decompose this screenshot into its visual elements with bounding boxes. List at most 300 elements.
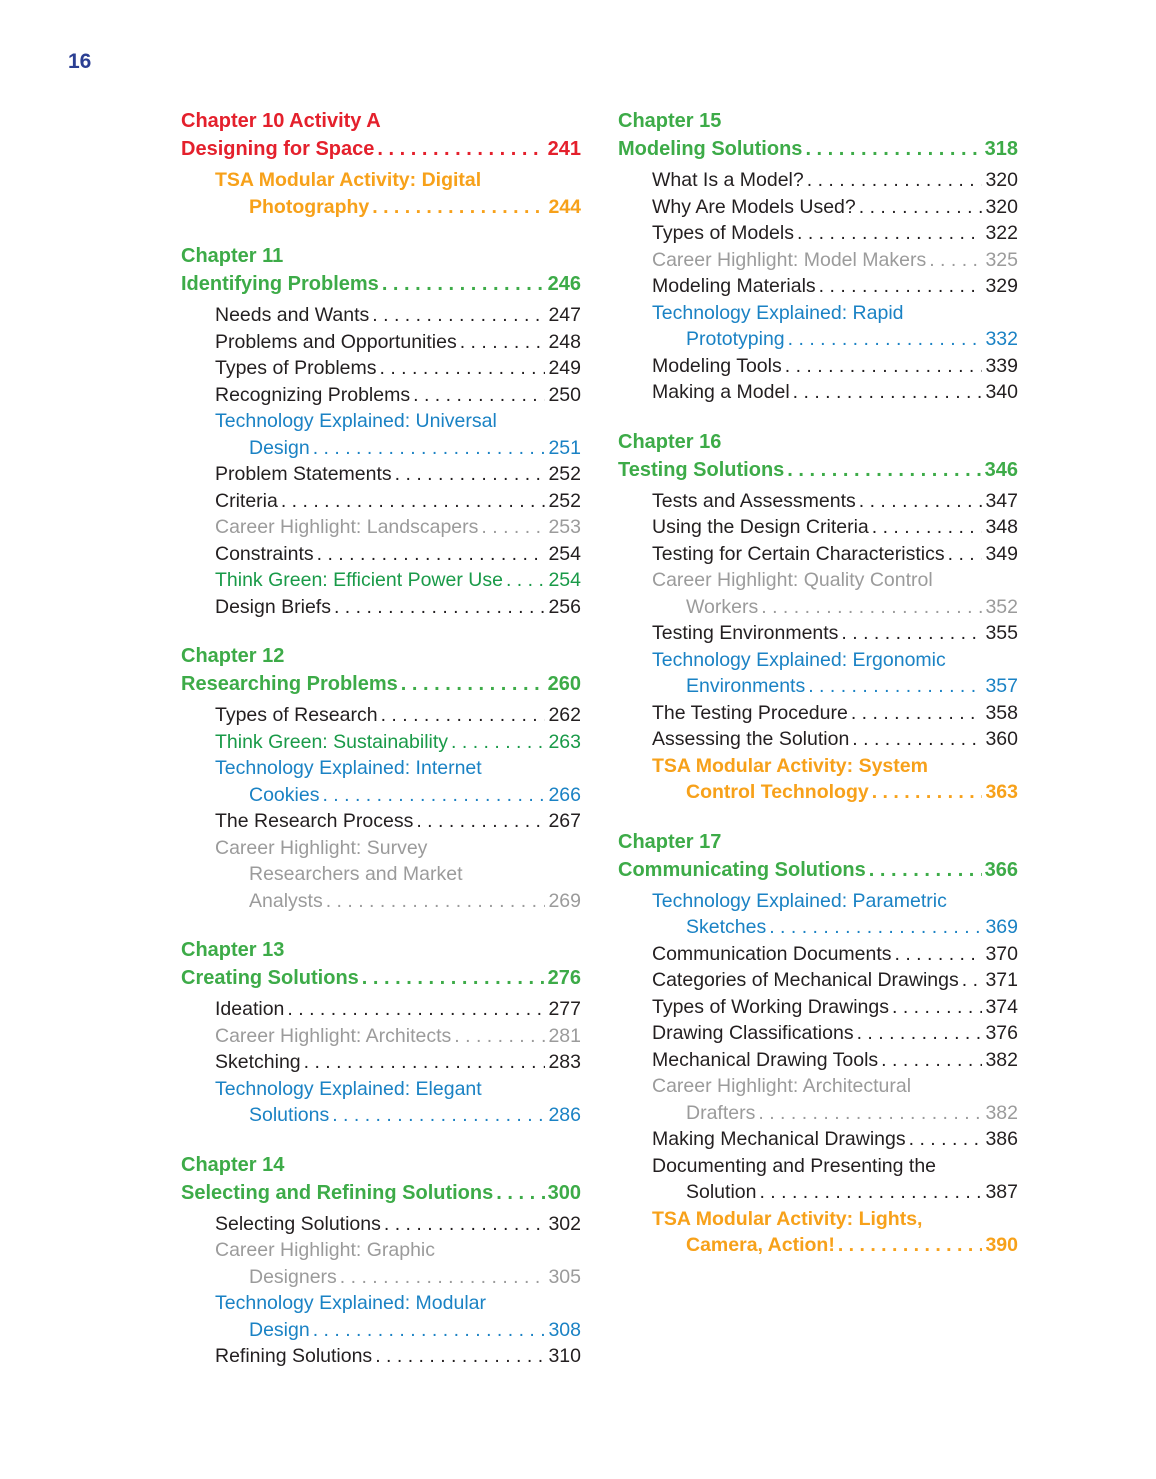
leader-dots	[797, 220, 982, 247]
leader-dots	[819, 273, 983, 300]
leader-dots	[895, 941, 983, 968]
section-list	[181, 302, 581, 620]
leader-dots	[326, 888, 546, 915]
leader-dots	[451, 729, 545, 756]
toc-entry-page: 322	[985, 222, 1018, 244]
toc-entry-text: Types of Working Drawings	[652, 995, 889, 1018]
chapter-label: Chapter 13	[181, 939, 285, 961]
chapter-title: Creating Solutions	[181, 967, 359, 989]
toc-entry-page: 254	[548, 542, 581, 565]
toc-entry-row	[652, 1126, 1018, 1153]
toc-entry-green[interactable]	[181, 567, 581, 594]
toc-entry-row	[652, 1020, 1018, 1047]
toc-entry-text: Problems and Opportunities	[215, 330, 457, 353]
toc-entry-page: 349	[985, 542, 1018, 565]
chapter-title: Designing for Space	[181, 138, 375, 160]
toc-entry-page: 302	[548, 1212, 581, 1235]
toc-entry-career[interactable]	[618, 247, 1018, 274]
toc-entry-text: Types of Models	[652, 222, 794, 244]
toc-entry-text: Cookies	[249, 783, 320, 806]
toc-entry-row	[652, 326, 1018, 353]
toc-entry-normal[interactable]	[181, 1049, 581, 1076]
leader-dots	[372, 194, 545, 221]
toc-entry-page: 277	[548, 998, 581, 1020]
toc-entry-page: 252	[548, 489, 581, 512]
toc-entry-text: Analysts	[249, 889, 323, 912]
section-list	[181, 1211, 581, 1370]
toc-entry-page: 347	[985, 489, 1018, 512]
toc-entry-text: Technology Explained: Parametric	[652, 889, 947, 912]
toc-entry-text: Drawing Classifications	[652, 1022, 854, 1044]
toc-entry-page: 267	[548, 810, 581, 832]
leader-dots	[859, 488, 983, 515]
toc-entry-page: 332	[985, 328, 1018, 350]
leader-dots	[506, 567, 546, 594]
toc-entry-normal[interactable]	[181, 1343, 581, 1370]
toc-entry-tech[interactable]	[181, 755, 581, 808]
toc-entry-row	[652, 220, 1018, 247]
leader-dots	[929, 247, 982, 274]
toc-entry-page: 371	[985, 969, 1018, 991]
toc-entry-row	[215, 435, 581, 462]
leader-dots	[761, 594, 982, 621]
toc-entry-tsa[interactable]	[181, 167, 581, 220]
toc-entry-text: Refining Solutions	[215, 1345, 373, 1367]
leader-dots	[304, 1049, 546, 1076]
toc-entry-row	[215, 488, 581, 515]
toc-entry-text: Technology Explained: Universal	[215, 410, 497, 432]
toc-entry-text: Constraints	[215, 542, 314, 565]
toc-entry-text: Testing for Certain Characteristics	[652, 542, 945, 565]
toc-entry-tech[interactable]	[618, 647, 1018, 700]
leader-dots	[382, 270, 545, 298]
toc-entry-row	[652, 541, 1018, 568]
toc-entry-text: Mechanical Drawing Tools	[652, 1048, 879, 1071]
leader-dots	[769, 914, 982, 941]
toc-entry-normal[interactable]	[618, 220, 1018, 247]
toc-entry-text: Researchers and Market	[249, 863, 463, 885]
chapter-title: Selecting and Refining Solutions	[181, 1181, 494, 1204]
toc-entry-row	[652, 1100, 1018, 1127]
toc-entry-page: 320	[985, 195, 1018, 218]
toc-entry-text: Designers	[249, 1265, 337, 1288]
chapter-title-link[interactable]	[181, 964, 581, 992]
toc-entry-normal[interactable]	[181, 541, 581, 568]
toc-entry-normal[interactable]	[618, 1153, 1018, 1206]
section-list	[618, 888, 1018, 1259]
leader-dots	[377, 135, 544, 163]
toc-entry-text: Why Are Models Used?	[652, 195, 856, 218]
toc-entry-text: Career Highlight: Architectural	[652, 1075, 912, 1097]
toc-entry-page: 248	[548, 330, 581, 353]
toc-entry-page: 339	[985, 354, 1018, 377]
toc-entry-text: Career Highlight: Architects	[215, 1024, 452, 1047]
toc-entry-text: Categories of Mechanical Drawings	[652, 969, 959, 991]
toc-entry-normal[interactable]	[618, 941, 1018, 968]
toc-entry-text: Ideation	[215, 998, 285, 1020]
toc-entry-row	[652, 379, 1018, 406]
chapter-label: Chapter 14	[181, 1153, 285, 1176]
chapter-block	[181, 936, 581, 1129]
toc-entry-text: Career Highlight: Model Makers	[652, 248, 927, 271]
toc-entry-row	[215, 1102, 581, 1129]
leader-dots	[851, 700, 983, 727]
toc-entry-text: Design Briefs	[215, 595, 331, 618]
leader-dots	[857, 1020, 983, 1047]
toc-entry-career[interactable]	[618, 1073, 1018, 1126]
toc-entry-row	[215, 329, 581, 356]
chapter-block	[181, 242, 581, 620]
toc-entry-text: Modeling Tools	[652, 354, 782, 377]
toc-entry-row	[215, 702, 581, 729]
chapter-label: Chapter 16	[618, 430, 722, 453]
toc-entry-row	[215, 782, 581, 809]
toc-entry-row	[652, 914, 1018, 941]
toc-entry-text: Career Highlight: Survey	[215, 836, 428, 859]
toc-entry-page: 249	[548, 357, 581, 379]
leader-dots	[334, 594, 545, 621]
leader-dots	[460, 329, 546, 356]
chapter-block	[181, 642, 581, 914]
toc-entry-text: TSA Modular Activity: Lights,	[652, 1207, 923, 1230]
toc-entry-row	[215, 302, 581, 329]
toc-entry-page: 281	[548, 1024, 581, 1047]
toc-entry-text: Prototyping	[686, 328, 785, 350]
leader-dots	[413, 382, 545, 409]
toc-entry-page: 283	[548, 1051, 581, 1073]
toc-entry-row	[215, 729, 581, 756]
leader-dots	[793, 379, 983, 406]
toc-entry-text: Types of Research	[215, 704, 378, 726]
toc-entry-page: 382	[985, 1101, 1018, 1124]
toc-entry-row	[652, 620, 1018, 647]
leader-dots	[869, 856, 982, 884]
toc-entry-row	[652, 779, 1018, 806]
toc-entry-text: What Is a Model?	[652, 169, 804, 191]
toc-entry-text: Solution	[686, 1181, 757, 1203]
toc-entry-tsa[interactable]	[618, 1206, 1018, 1259]
toc-entry-text: Think Green: Efficient Power Use	[215, 569, 503, 591]
chapter-label: Chapter 12	[181, 645, 285, 667]
chapter-title-link[interactable]	[618, 856, 1018, 884]
leader-dots	[281, 488, 546, 515]
toc-entry-tech[interactable]	[181, 408, 581, 461]
toc-entry-text: Sketches	[686, 916, 767, 938]
chapter-title-link[interactable]	[181, 670, 581, 698]
toc-entry-page: 376	[985, 1022, 1018, 1044]
leader-dots	[313, 435, 546, 462]
toc-entry-text: Tests and Assessments	[652, 489, 856, 512]
toc-entry-page: 360	[985, 728, 1018, 750]
toc-entry-text: Criteria	[215, 489, 278, 512]
leader-dots	[322, 782, 545, 809]
section-list	[618, 167, 1018, 406]
chapter-page-number: 366	[984, 858, 1018, 881]
toc-entry-normal[interactable]	[618, 379, 1018, 406]
chapter-page-number: 260	[547, 673, 581, 695]
toc-entry-row	[215, 1264, 581, 1291]
toc-entry-normal[interactable]	[618, 620, 1018, 647]
toc-right-column	[618, 107, 1018, 1281]
leader-dots	[401, 670, 545, 698]
toc-entry-page: 254	[548, 569, 581, 591]
toc-entry-normal[interactable]	[618, 726, 1018, 753]
section-list	[181, 996, 581, 1129]
leader-dots	[872, 514, 983, 541]
chapter-title: Identifying Problems	[181, 273, 379, 295]
toc-entry-text: Assessing the Solution	[652, 728, 850, 750]
toc-entry-page: 244	[548, 195, 581, 218]
toc-entry-row	[215, 567, 581, 594]
toc-entry-text: The Research Process	[215, 810, 414, 832]
leader-dots	[785, 353, 983, 380]
toc-entry-page: 320	[985, 169, 1018, 191]
chapter-label: Chapter 10 Activity A	[181, 110, 381, 132]
leader-dots	[759, 1179, 982, 1206]
toc-entry-row	[652, 247, 1018, 274]
leader-dots	[841, 620, 982, 647]
chapter-page-number: 246	[547, 273, 581, 295]
leader-dots	[496, 1179, 544, 1207]
toc-entry-normal[interactable]	[181, 488, 581, 515]
toc-entry-page: 250	[548, 383, 581, 406]
toc-entry-row	[652, 994, 1018, 1021]
toc-entry-text: Design	[249, 436, 310, 459]
chapter-page-number: 346	[984, 458, 1018, 481]
toc-entry-text: Technology Explained: Elegant	[215, 1077, 482, 1100]
toc-entry-page: 355	[985, 622, 1018, 644]
toc-entry-text: The Testing Procedure	[652, 701, 848, 724]
toc-entry-normal[interactable]	[181, 329, 581, 356]
toc-entry-tech[interactable]	[618, 888, 1018, 941]
toc-entry-row	[215, 355, 581, 382]
toc-entry-normal[interactable]	[181, 808, 581, 835]
toc-entry-text: Sketching	[215, 1051, 301, 1073]
toc-entry-normal[interactable]	[181, 355, 581, 382]
toc-entry-tsa[interactable]	[618, 753, 1018, 806]
toc-entry-row	[215, 1211, 581, 1238]
chapter-title: Communicating Solutions	[618, 858, 866, 881]
toc-entry-text: Technology Explained: Internet	[215, 757, 482, 779]
toc-entry-text: Making Mechanical Drawings	[652, 1128, 906, 1150]
section-list	[618, 488, 1018, 806]
toc-entry-row	[652, 194, 1018, 221]
toc-entry-page: 370	[985, 942, 1018, 965]
toc-entry-career[interactable]	[618, 567, 1018, 620]
page-number: 16	[68, 50, 92, 73]
leader-dots	[838, 1232, 983, 1259]
toc-entry-page: 325	[985, 248, 1018, 271]
leader-dots	[340, 1264, 546, 1291]
toc-entry-row	[215, 1023, 581, 1050]
toc-entry-page: 363	[985, 781, 1018, 803]
toc-entry-text: Environments	[686, 675, 806, 697]
toc-entry-normal[interactable]	[181, 302, 581, 329]
chapter-block	[181, 107, 581, 220]
leader-dots	[909, 1126, 983, 1153]
toc-entry-text: Using the Design Criteria	[652, 516, 869, 538]
toc-entry-page: 329	[985, 275, 1018, 297]
toc-entry-normal[interactable]	[618, 1126, 1018, 1153]
toc-entry-normal[interactable]	[618, 194, 1018, 221]
section-list	[181, 167, 581, 220]
toc-entry-green[interactable]	[181, 729, 581, 756]
toc-entry-normal[interactable]	[618, 273, 1018, 300]
toc-entry-page: 387	[985, 1181, 1018, 1203]
chapter-title-link[interactable]	[618, 135, 1018, 163]
toc-entry-text: Testing Environments	[652, 622, 839, 644]
toc-entry-row	[652, 1047, 1018, 1074]
leader-dots	[788, 326, 983, 353]
toc-entry-text: Communication Documents	[652, 942, 892, 965]
toc-entry-page: 340	[985, 381, 1018, 403]
toc-entry-row	[215, 1049, 581, 1076]
chapter-page-number: 241	[547, 138, 581, 160]
toc-entry-normal[interactable]	[618, 167, 1018, 194]
toc-entry-normal[interactable]	[618, 700, 1018, 727]
toc-entry-text: Needs and Wants	[215, 304, 370, 326]
chapter-block	[618, 828, 1018, 1259]
leader-dots	[962, 967, 983, 994]
toc-entry-text: Think Green: Sustainability	[215, 730, 449, 753]
toc-entry-normal[interactable]	[618, 541, 1018, 568]
leader-dots	[379, 355, 545, 382]
toc-entry-page: 374	[985, 995, 1018, 1018]
chapter-title-link[interactable]	[181, 270, 581, 298]
toc-entry-row	[652, 941, 1018, 968]
toc-entry-text: Documenting and Presenting the	[652, 1154, 937, 1177]
chapter-title: Testing Solutions	[618, 458, 785, 481]
chapter-title-link[interactable]	[181, 1179, 581, 1207]
leader-dots	[787, 456, 981, 484]
toc-entry-text: TSA Modular Activity: System	[652, 754, 928, 777]
toc-entry-page: 262	[548, 704, 581, 726]
leader-dots	[372, 302, 545, 329]
toc-entry-normal[interactable]	[618, 994, 1018, 1021]
toc-entry-row	[215, 194, 581, 221]
leader-dots	[454, 1023, 545, 1050]
chapter-page-number: 276	[547, 967, 581, 989]
toc-entry-text: Drafters	[686, 1101, 756, 1124]
toc-entry-text: Problem Statements	[215, 463, 392, 485]
toc-entry-row	[652, 700, 1018, 727]
toc-entry-page: 382	[985, 1048, 1018, 1071]
toc-entry-page: 263	[548, 730, 581, 753]
toc-entry-page: 308	[548, 1318, 581, 1341]
toc-entry-normal[interactable]	[181, 594, 581, 621]
toc-entry-normal[interactable]	[181, 382, 581, 409]
toc-entry-row	[652, 514, 1018, 541]
leader-dots	[805, 135, 981, 163]
chapter-block	[618, 428, 1018, 806]
toc-entry-page: 253	[548, 516, 581, 538]
chapter-title-link[interactable]	[618, 456, 1018, 484]
toc-entry-page: 286	[548, 1104, 581, 1126]
chapter-page-number: 318	[984, 138, 1018, 160]
toc-entry-tech[interactable]	[181, 1290, 581, 1343]
leader-dots	[872, 779, 983, 806]
toc-entry-text: Photography	[249, 195, 370, 218]
toc-entry-tech[interactable]	[618, 300, 1018, 353]
toc-entry-career[interactable]	[181, 1023, 581, 1050]
chapter-label: Chapter 17	[618, 830, 722, 853]
toc-entry-normal[interactable]	[181, 461, 581, 488]
toc-entry-page: 266	[548, 783, 581, 806]
toc-entry-normal[interactable]	[181, 996, 581, 1023]
leader-dots	[362, 964, 545, 992]
leader-dots	[287, 996, 545, 1023]
toc-entry-page: 348	[985, 516, 1018, 538]
leader-dots	[481, 514, 545, 541]
chapter-block	[181, 1151, 581, 1370]
toc-entry-text: Selecting Solutions	[215, 1212, 381, 1235]
toc-entry-row	[215, 808, 581, 835]
toc-entry-page: 386	[985, 1128, 1018, 1150]
leader-dots	[948, 541, 983, 568]
toc-entry-text: Technology Explained: Ergonomic	[652, 648, 946, 671]
toc-entry-row	[215, 594, 581, 621]
toc-entry-row	[215, 382, 581, 409]
toc-entry-text: Technology Explained: Modular	[215, 1292, 487, 1314]
toc-entry-normal[interactable]	[618, 1047, 1018, 1074]
toc-entry-normal[interactable]	[618, 488, 1018, 515]
toc-left-column	[181, 107, 581, 1392]
leader-dots	[758, 1100, 982, 1127]
toc-entry-career[interactable]	[181, 835, 581, 915]
toc-entry-normal[interactable]	[618, 967, 1018, 994]
toc-entry-row	[652, 673, 1018, 700]
toc-entry-row	[652, 726, 1018, 753]
toc-entry-normal[interactable]	[618, 514, 1018, 541]
toc-entry-page: 251	[548, 436, 581, 459]
toc-entry-text: Making a Model	[652, 381, 790, 403]
leader-dots	[852, 726, 982, 753]
toc-entry-normal[interactable]	[181, 1211, 581, 1238]
toc-entry-text: Recognizing Problems	[215, 383, 411, 406]
toc-entry-normal[interactable]	[618, 1020, 1018, 1047]
leader-dots	[881, 1047, 982, 1074]
toc-entry-page: 357	[985, 675, 1018, 697]
leader-dots	[313, 1317, 546, 1344]
chapter-title-link[interactable]	[181, 135, 581, 163]
toc-entry-normal[interactable]	[181, 702, 581, 729]
toc-entry-row	[215, 1317, 581, 1344]
toc-entry-career[interactable]	[181, 1237, 581, 1290]
toc-entry-text: Control Technology	[686, 781, 869, 803]
toc-entry-text: Career Highlight: Quality Control	[652, 569, 933, 591]
toc-entry-text: Solutions	[249, 1104, 330, 1126]
toc-entry-normal[interactable]	[618, 353, 1018, 380]
toc-entry-row	[215, 461, 581, 488]
toc-entry-row	[215, 1343, 581, 1370]
toc-entry-row	[652, 1179, 1018, 1206]
chapter-label: Chapter 15	[618, 110, 722, 132]
toc-entry-row	[215, 541, 581, 568]
leader-dots	[859, 194, 983, 221]
leader-dots	[808, 673, 982, 700]
toc-entry-row	[215, 888, 581, 915]
chapter-block	[618, 107, 1018, 406]
toc-entry-text: Design	[249, 1318, 310, 1341]
toc-entry-career[interactable]	[181, 514, 581, 541]
toc-entry-row	[652, 353, 1018, 380]
leader-dots	[384, 1211, 546, 1238]
toc-entry-page: 358	[985, 701, 1018, 724]
toc-entry-row	[652, 594, 1018, 621]
toc-entry-row	[652, 967, 1018, 994]
toc-entry-text: Technology Explained: Rapid	[652, 301, 904, 324]
toc-entry-tech[interactable]	[181, 1076, 581, 1129]
